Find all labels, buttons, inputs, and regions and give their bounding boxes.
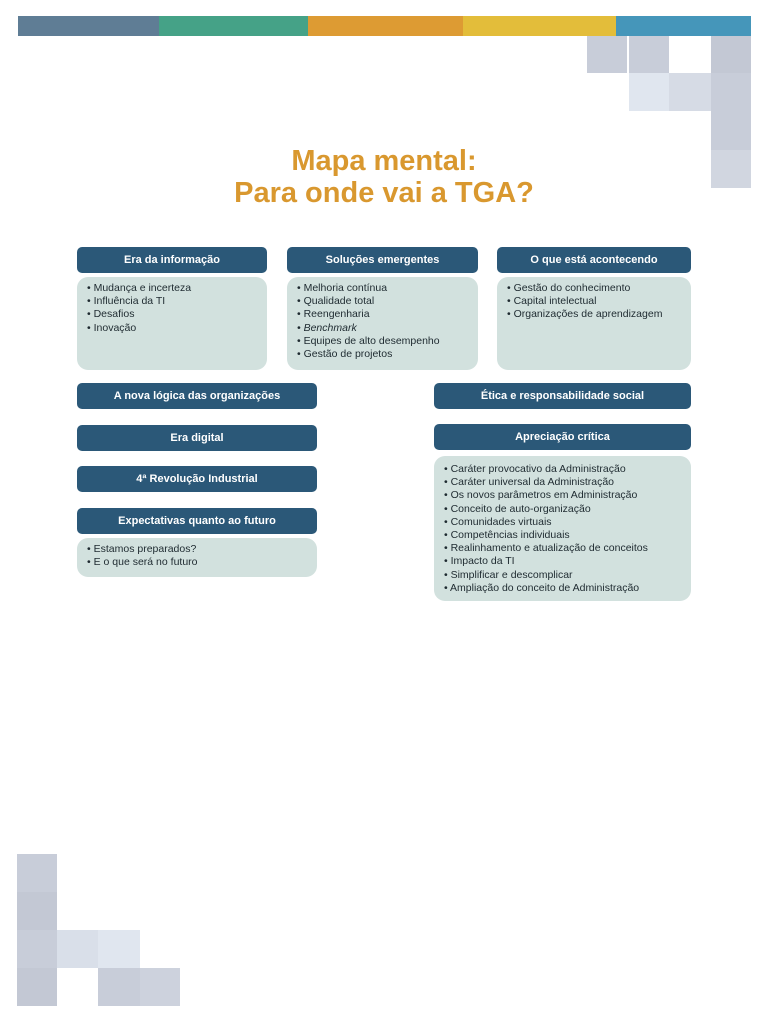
stripe-segment-green bbox=[159, 16, 308, 36]
list-item: • Gestão do conhecimento bbox=[507, 282, 691, 295]
deco-square bbox=[98, 930, 140, 968]
card-header-apreciacao-critica: Apreciação crítica bbox=[434, 424, 691, 450]
card-box-era-informacao bbox=[77, 277, 267, 370]
deco-square bbox=[711, 36, 751, 73]
list-item: • Simplificar e descomplicar bbox=[444, 569, 691, 582]
card-header-expectativas: Expectativas quanto ao futuro bbox=[77, 508, 317, 534]
list-item: • Melhoria contínua bbox=[297, 282, 478, 295]
list-item: • Desafios bbox=[87, 308, 267, 321]
stripe-segment-slate bbox=[18, 16, 159, 36]
card-header-o-que-esta-acontecendo: O que está acontecendo bbox=[497, 247, 691, 273]
list-item: • E o que será no futuro bbox=[87, 556, 317, 569]
color-stripe bbox=[18, 16, 751, 36]
list-item: • Organizações de aprendizagem bbox=[507, 308, 691, 321]
card-box-apreciacao-critica bbox=[434, 456, 691, 601]
deco-square bbox=[17, 854, 57, 892]
deco-square bbox=[17, 968, 57, 1006]
card-header-revolucao-industrial: 4ª Revolução Industrial bbox=[77, 466, 317, 492]
title-line-1: Mapa mental: bbox=[291, 145, 477, 177]
list-item: • Os novos parâmetros em Administração bbox=[444, 489, 691, 502]
list-item: • Conceito de auto-organização bbox=[444, 503, 691, 516]
list-item: • Benchmark bbox=[297, 322, 478, 335]
card-box-solucoes-emergentes bbox=[287, 277, 478, 370]
card-header-etica: Ética e responsabilidade social bbox=[434, 383, 691, 409]
card-header-solucoes-emergentes: Soluções emergentes bbox=[287, 247, 478, 273]
deco-square bbox=[17, 892, 57, 930]
deco-square bbox=[98, 968, 140, 1006]
deco-square bbox=[140, 968, 180, 1006]
list-item: • Caráter provocativo da Administração bbox=[444, 463, 691, 476]
card-box-expectativas bbox=[77, 538, 317, 577]
list-item: • Gestão de projetos bbox=[297, 348, 478, 361]
card-header-nova-logica: A nova lógica das organizações bbox=[77, 383, 317, 409]
list-item: • Ampliação do conceito de Administração bbox=[444, 582, 691, 595]
card-header-era-digital: Era digital bbox=[77, 425, 317, 451]
list-item: • Caráter universal da Administração bbox=[444, 476, 691, 489]
stripe-segment-orange bbox=[308, 16, 463, 36]
list-item: • Estamos preparados? bbox=[87, 543, 317, 556]
list-item: • Mudança e incerteza bbox=[87, 282, 267, 295]
list-item: • Capital intelectual bbox=[507, 295, 691, 308]
list-item: • Competências individuais bbox=[444, 529, 691, 542]
list-item: • Equipes de alto desempenho bbox=[297, 335, 478, 348]
list-item: • Comunidades virtuais bbox=[444, 516, 691, 529]
card-box-o-que-esta-acontecendo bbox=[497, 277, 691, 370]
stripe-segment-yellow bbox=[463, 16, 616, 36]
list-item: • Impacto da TI bbox=[444, 555, 691, 568]
deco-square bbox=[587, 36, 627, 73]
deco-square bbox=[629, 73, 669, 111]
card-header-era-informacao: Era da informação bbox=[77, 247, 267, 273]
page-title bbox=[0, 145, 768, 209]
stripe-segment-blue bbox=[616, 16, 751, 36]
list-item: • Qualidade total bbox=[297, 295, 478, 308]
title-line-2: Para onde vai a TGA? bbox=[234, 177, 534, 209]
list-item: • Reengenharia bbox=[297, 308, 478, 321]
list-item: • Inovação bbox=[87, 322, 267, 335]
deco-square bbox=[629, 36, 669, 73]
deco-square bbox=[669, 73, 711, 111]
list-item: • Realinhamento e atualização de conceitos bbox=[444, 542, 691, 555]
deco-square bbox=[17, 930, 57, 968]
deco-square bbox=[711, 73, 751, 111]
list-item: • Influência da TI bbox=[87, 295, 267, 308]
deco-square bbox=[57, 930, 98, 968]
